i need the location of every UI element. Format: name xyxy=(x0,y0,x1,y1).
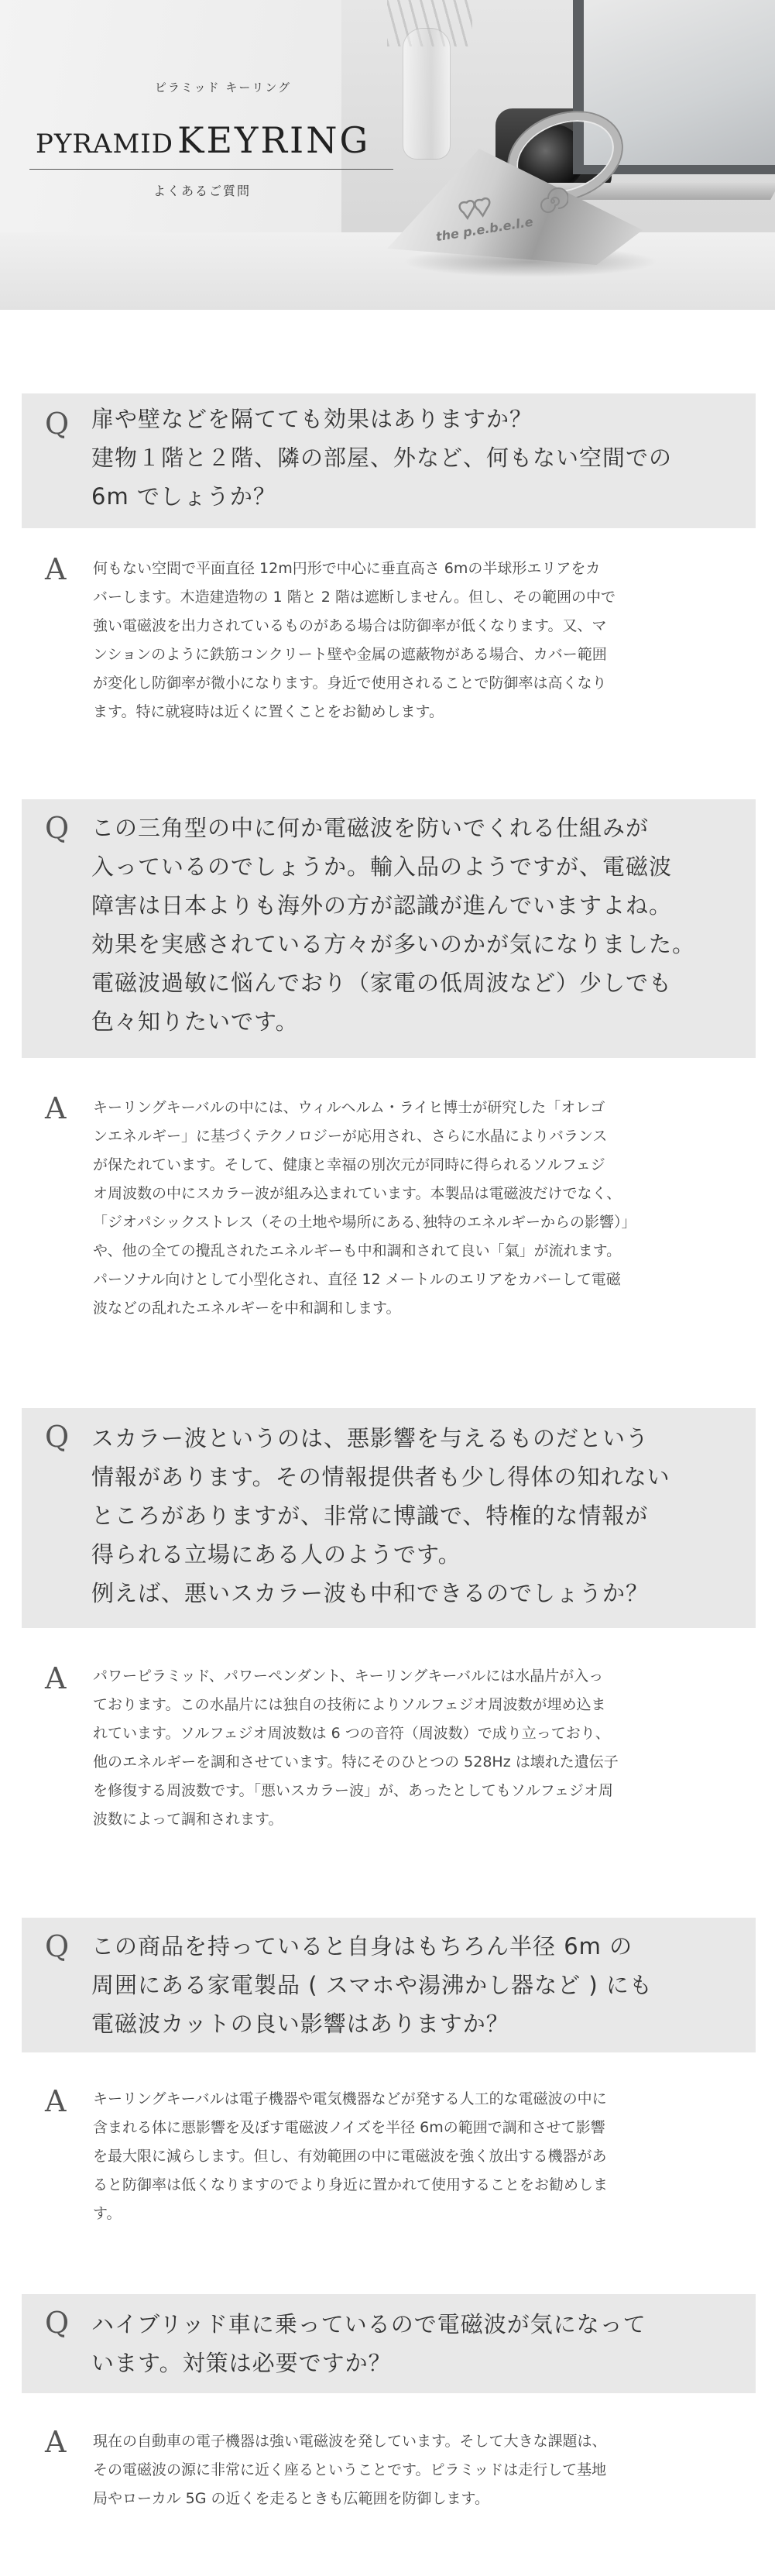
hero-banner xyxy=(0,0,775,310)
answer-line: が保たれています。そして、健康と幸福の別次元が同時に得られるソルフェジ xyxy=(93,1156,605,1173)
answer-line: を修復する周波数です。「悪いスカラー波」が、あったとしてもソルフェジオ周 xyxy=(93,1782,613,1799)
question-line: います。対策は必要ですか？ xyxy=(91,2350,392,2376)
q-mark: Q xyxy=(45,811,70,845)
question-line: 例えば、悪いスカラー波も中和できるのでしょうか？ xyxy=(91,1580,650,1606)
faq-subtitle: よくあるご質問 xyxy=(153,184,252,198)
answer-line: 現在の自動車の電子機器は強い電磁波を発しています。そして大きな課題は、 xyxy=(93,2433,607,2450)
title-divider xyxy=(29,169,393,170)
answer-line: や、他の全ての攪乱されたエネルギーも中和調和されて良い「氣」が流れます。 xyxy=(93,1242,622,1259)
q-mark: Q xyxy=(45,1929,70,1963)
a-mark: A xyxy=(45,2425,67,2459)
answer-line: ます。特に就寝時は近くに置くことをお勧めします。 xyxy=(93,703,444,720)
question-line: 電磁波過敏に悩んでおり（家電の低周波など）少しでも xyxy=(91,970,673,996)
q-mark: Q xyxy=(45,1420,70,1454)
spiral-icon xyxy=(537,186,568,217)
answer-line: パーソナル向けとして小型化され、直径 12 メートルのエリアをカバーして電磁 xyxy=(93,1271,621,1288)
answer-line: バーします。木造建造物の 1 階と 2 階は遮断しません。但し、その範囲の中で xyxy=(93,589,616,606)
question-text xyxy=(91,809,742,1041)
question-line: 周囲にある家電製品 ( スマホや湯沸かし器など ) にも xyxy=(91,1972,653,1998)
question-line: 障害は日本よりも海外の方が認識が進んでいますよね。 xyxy=(91,892,673,919)
question-line: 建物１階と２階、隣の部屋、外など、何もない空間での xyxy=(91,445,673,471)
question-line: 入っているのでしょうか。輸入品のようですが、電磁波 xyxy=(91,854,673,880)
question-line: スカラー波というのは、悪影響を与えるものだという xyxy=(91,1425,650,1451)
question-text xyxy=(91,400,742,516)
a-mark: A xyxy=(45,1091,67,1125)
q-mark: Q xyxy=(45,2306,70,2340)
answer-line: ております。この水晶片には独自の技術によりソルフェジオ周波数が埋め込ま xyxy=(93,1696,606,1713)
desk-surface xyxy=(0,232,775,310)
question-line: この三角型の中に何か電磁波を防いでくれる仕組みが xyxy=(91,815,650,841)
kana-title: ピラミッド キーリング xyxy=(154,81,292,94)
question-line: 情報があります。その情報提供者も少し得体の知れない xyxy=(91,1464,670,1490)
answer-line: キーリングキーバルの中には、ウィルヘルム・ライヒ博士が研究した「オレゴ xyxy=(93,1099,605,1116)
question-line: ハイブリッド車に乗っているので電磁波が気になって xyxy=(91,2311,646,2337)
a-mark: A xyxy=(45,1661,67,1695)
answer-text xyxy=(93,2427,743,2513)
engraved-brand-text: the p.e.b.e.l.e xyxy=(434,214,534,245)
main-title-keyring: KEYRING xyxy=(177,119,371,161)
answer-line: パワーピラミッド、パワーペンダント、キーリングキーバルには水晶片が入っ xyxy=(93,1668,604,1685)
q-mark: Q xyxy=(45,407,70,441)
question-line: この商品を持っていると自身はもちろん半径 6m の xyxy=(91,1933,633,1959)
answer-line: 他のエネルギーを調和させています。特にそのひとつの 528Hz は壊れた遺伝子 xyxy=(93,1753,619,1771)
answer-line: れています。ソルフェジオ周波数は 6 つの音符（周波数）で成り立っており、 xyxy=(93,1725,610,1742)
answer-line: 局やローカル 5G の近くを走るときも広範囲を防御します。 xyxy=(93,2490,489,2507)
question-line: 6m でしょうか？ xyxy=(91,483,276,510)
answer-line: 波などの乱れたエネルギーを中和調和します。 xyxy=(93,1300,401,1317)
question-line: ところがありますが、非常に博識で、特権的な情報が xyxy=(91,1503,649,1529)
answer-text xyxy=(93,555,743,726)
answer-line: オ周波数の中にスカラー波が組み込まれています。本製品は電磁波だけでなく、 xyxy=(93,1185,622,1202)
glass-vase xyxy=(403,28,451,160)
answer-line: その電磁波の源に非常に近く座るということです。ピラミッドは走行して基地 xyxy=(93,2461,607,2478)
answer-text xyxy=(93,2085,743,2228)
answer-text xyxy=(93,1662,743,1834)
answer-line: 波数によって調和されます。 xyxy=(93,1811,283,1828)
answer-line: 「ジオパシックストレス（その土地や場所にある､独特のエネルギーからの影響）」 xyxy=(93,1214,636,1231)
main-title xyxy=(36,119,370,161)
question-line: 得られる立場にある人のようです。 xyxy=(91,1541,461,1568)
question-line: 電磁波カットの良い影響はありますか？ xyxy=(91,2011,509,2037)
answer-line: を最大限に減らします。但し、有効範囲の中に電磁波を強く放出する機器があ xyxy=(93,2148,607,2165)
answer-line: 強い電磁波を出力されているものがある場合は防御率が低くなります。又、マ xyxy=(93,617,607,634)
answer-line: す。 xyxy=(93,2205,122,2222)
question-text xyxy=(91,2305,742,2382)
answer-line: が変化し防御率が微小になります。身近で使用されることで防御率は高くなり xyxy=(93,675,607,692)
question-line: 効果を実感されている方々が多いのかが気になりました。 xyxy=(91,931,696,957)
answer-line: ると防御率は低くなりますのでより身近に置かれて使用することをお勧めしま xyxy=(93,2176,609,2193)
answer-text xyxy=(93,1094,743,1323)
question-text xyxy=(91,1927,742,2043)
answer-line: 含まれる体に悪影響を及ぼす電磁波ノイズを半径 6mの範囲で調和させて影響 xyxy=(93,2119,605,2136)
question-line: 扉や壁などを隔てても効果はありますか？ xyxy=(91,406,533,432)
main-title-pyramid: PYRAMID xyxy=(36,129,173,160)
answer-line: 何もない空間で平面直径 12m円形で中心に垂直高さ 6mの半球形エリアをカ xyxy=(93,560,601,577)
question-line: 色々知りたいです。 xyxy=(91,1008,299,1035)
question-text xyxy=(91,1419,742,1613)
answer-line: キーリングキーバルは電子機器や電気機器などが発する人工的な電磁波の中に xyxy=(93,2090,607,2107)
a-mark: A xyxy=(45,552,67,586)
a-mark: A xyxy=(45,2084,67,2118)
answer-line: ンエネルギー」に基づくテクノロジーが応用され、さらに水晶によりバランス xyxy=(93,1128,608,1145)
answer-line: ンションのように鉄筋コンクリート壁や金属の遮蔽物がある場合、カバー範囲 xyxy=(93,646,607,663)
